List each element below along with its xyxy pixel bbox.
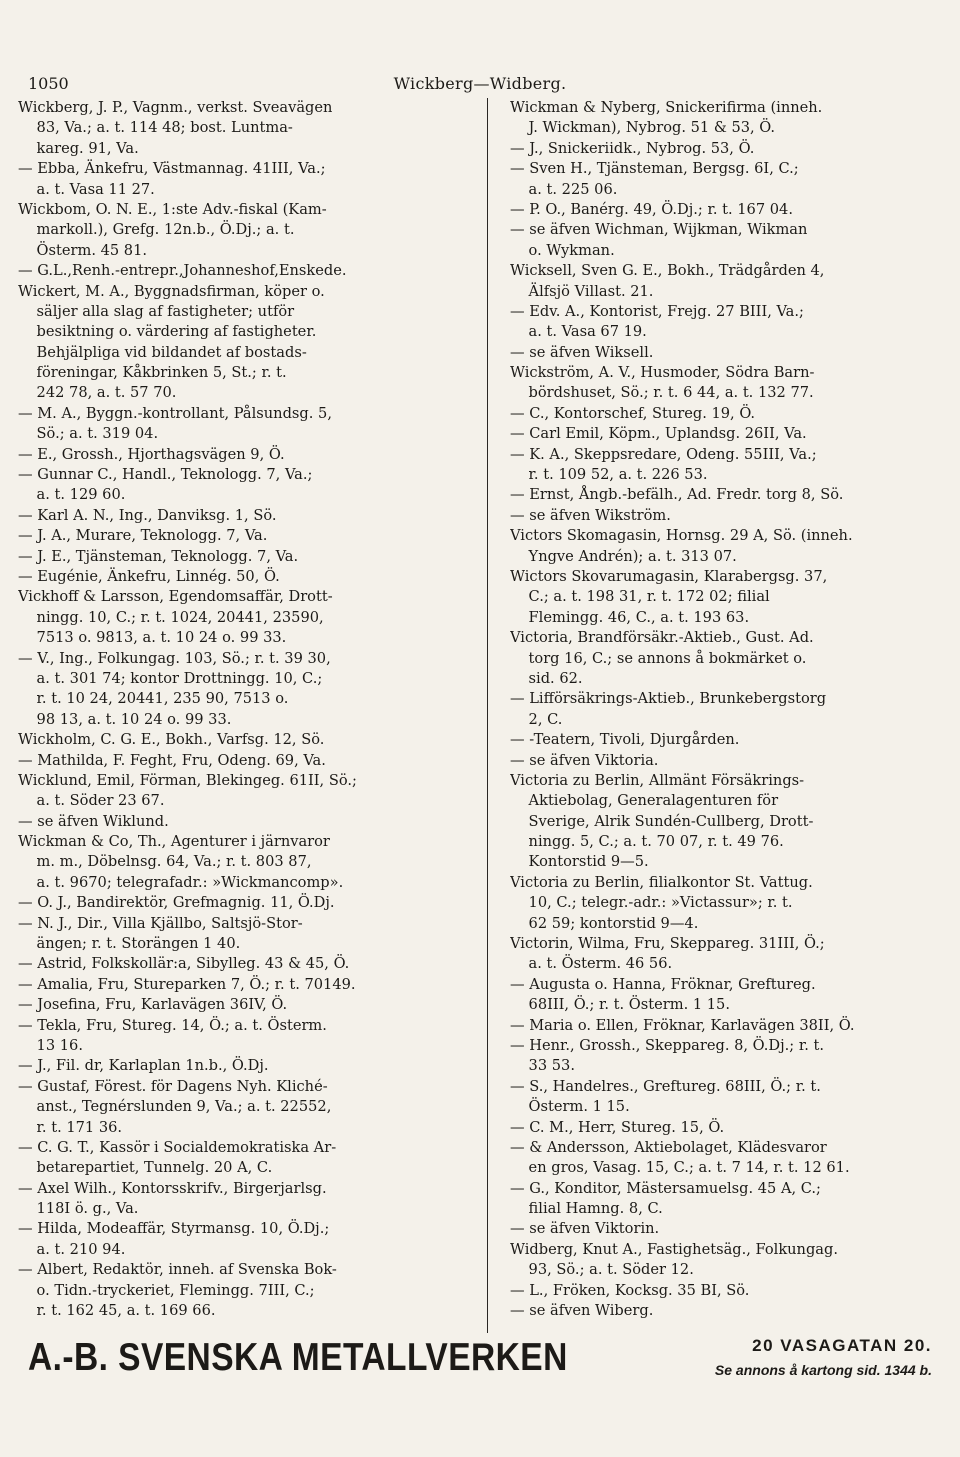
directory-line: 33 53.	[510, 1057, 575, 1075]
directory-line: — & Andersson, Aktiebolaget, Klädesvaror	[510, 1138, 827, 1156]
directory-line: ängen; r. t. Storängen 1 40.	[18, 935, 241, 953]
directory-line: Älfsjö Villast. 21.	[510, 282, 654, 300]
directory-line: — Josefina, Fru, Karlavägen 36IV, Ö.	[18, 996, 288, 1014]
directory-line: — Albert, Redaktör, inneh. af Svenska Bok-	[18, 1261, 337, 1279]
directory-line: 118I ö. g., Va.	[18, 1200, 139, 1218]
directory-line: — Lifförsäkrings-Aktieb., Brunkebergstorg	[510, 690, 827, 708]
directory-line: a. t. 210 94.	[18, 1240, 126, 1258]
directory-line: Kontorstid 9—5.	[510, 853, 649, 871]
directory-line: Wickberg, J. P., Vagnm., verkst. Sveavägen	[18, 99, 333, 116]
directory-line: Victors Skomagasin, Hornsg. 29 A, Sö. (inneh.	[510, 527, 853, 545]
directory-line: — G., Konditor, Mästersamuelsg. 45 A, C.;	[510, 1179, 821, 1197]
directory-line: Wicksell, Sven G. E., Bokh., Trädgården 4,	[510, 262, 825, 280]
directory-line: — se äfven Wiberg.	[510, 1302, 654, 1320]
directory-line: a. t. 129 60.	[18, 486, 126, 504]
directory-line: — C. G. T., Kassör i Socialdemokratiska Ar-	[18, 1138, 337, 1156]
directory-line: en gros, Vasag. 15, C.; a. t. 7 14, r. t. 12 61.	[510, 1159, 850, 1177]
directory-line: — Axel Wilh., Kontorsskrifv., Birgerjarlsg.	[18, 1179, 327, 1197]
directory-line: — C., Kontorschef, Stureg. 19, Ö.	[510, 404, 756, 422]
directory-line: — Edv. A., Kontorist, Frejg. 27 BIII, Va.;	[510, 302, 804, 320]
directory-line: r. t. 162 45, a. t. 169 66.	[18, 1302, 216, 1320]
directory-line: 62 59; kontorstid 9—4.	[510, 914, 699, 932]
directory-line: Wictors Skovarumagasin, Klarabergsg. 37,	[510, 567, 828, 585]
directory-line: 7513 o. 9813, a. t. 10 24 o. 99 33.	[18, 629, 287, 647]
directory-line: Flemingg. 46, C., a. t. 193 63.	[510, 608, 750, 626]
directory-line: Wickert, M. A., Byggnadsfirman, köper o.	[18, 282, 325, 300]
directory-line: — J. E., Tjänsteman, Teknologg. 7, Va.	[18, 547, 299, 565]
directory-line: a. t. Vasa 67 19.	[510, 323, 647, 341]
directory-line: a. t. 9670; telegrafadr.: »Wickmancomp».	[18, 873, 344, 891]
directory-line: — G.L.,Renh.-entrepr.,Johanneshof,Enskede.	[18, 262, 347, 280]
directory-line: kareg. 91, Va.	[18, 139, 139, 157]
directory-line: — J., Snickeriidk., Nybrog. 53, Ö.	[510, 139, 755, 157]
directory-line: säljer alla slag af fastigheter; utför	[18, 302, 295, 320]
ad-company-name: A.-B. SVENSKA METALLVERKEN	[28, 1336, 568, 1379]
directory-line: Wickman & Nyberg, Snickerifirma (inneh.	[510, 99, 823, 116]
directory-line: — Mathilda, F. Feght, Fru, Odeng. 69, Va.	[18, 751, 326, 769]
directory-line: Aktiebolag, Generalagenturen för	[510, 792, 779, 810]
directory-line: 83, Va.; a. t. 114 48; bost. Luntma-	[18, 119, 293, 137]
directory-line: o. Tidn.-tryckeriet, Flemingg. 7III, C.;	[18, 1281, 315, 1299]
directory-line: — Augusta o. Hanna, Fröknar, Greftureg.	[510, 975, 816, 993]
right-column	[510, 98, 946, 1333]
directory-line: — Astrid, Folkskollär:a, Sibylleg. 43 & 45, Ö.	[18, 955, 350, 973]
directory-line: — M. A., Byggn.-kontrollant, Pålsundsg. 5,	[18, 404, 332, 422]
directory-line: Victorin, Wilma, Fru, Skeppareg. 31III, Ö.;	[510, 935, 825, 953]
directory-line: — K. A., Skeppsredare, Odeng. 55III, Va.;	[510, 445, 817, 463]
directory-line: 98 13, a. t. 10 24 o. 99 33.	[18, 710, 232, 728]
directory-line: Sverige, Alrik Sundén-Cullberg, Drott-	[510, 812, 814, 830]
directory-line: Victoria zu Berlin, Allmänt Försäkrings-	[510, 771, 805, 789]
column-divider	[487, 98, 488, 1333]
left-column	[18, 98, 500, 1333]
directory-line: — Gunnar C., Handl., Teknologg. 7, Va.;	[18, 466, 313, 484]
directory-line: föreningar, Kåkbrinken 5, St.; r. t.	[18, 364, 287, 382]
directory-line: anst., Tegnérslunden 9, Va.; a. t. 22552,	[18, 1098, 332, 1116]
directory-line: r. t. 109 52, a. t. 226 53.	[510, 466, 708, 484]
directory-line: m. m., Döbelnsg. 64, Va.; r. t. 803 87,	[18, 853, 312, 871]
directory-line: Vickhoff & Larsson, Egendomsaffär, Drott-	[18, 588, 333, 606]
directory-line: — V., Ing., Folkungag. 103, Sö.; r. t. 39 30,	[18, 649, 331, 667]
directory-line: ningg. 5, C.; a. t. 70 07, r. t. 49 76.	[510, 833, 784, 851]
directory-line: — L., Fröken, Kocksg. 35 BI, Sö.	[510, 1281, 750, 1299]
directory-line: Victoria zu Berlin, filialkontor St. Vattug.	[510, 873, 813, 891]
directory-line: — -Teatern, Tivoli, Djurgården.	[510, 731, 740, 749]
directory-line: — Karl A. N., Ing., Danviksg. 1, Sö.	[18, 506, 277, 524]
directory-line: — se äfven Viktorin.	[510, 1220, 660, 1238]
directory-line: r. t. 10 24, 20441, 235 90, 7513 o.	[18, 690, 289, 708]
directory-line: a. t. 301 74; kontor Drottningg. 10, C.;	[18, 669, 323, 687]
directory-line: 10, C.; telegr.-adr.: »Victassur»; r. t.	[510, 894, 793, 912]
directory-line: Österm. 45 81.	[18, 241, 148, 259]
directory-line: — se äfven Wikström.	[510, 506, 671, 524]
directory-line: — Henr., Grossh., Skeppareg. 8, Ö.Dj.; r. t.	[510, 1036, 824, 1054]
directory-line: filial Hamng. 8, C.	[510, 1200, 663, 1218]
directory-line: Österm. 1 15.	[510, 1098, 630, 1116]
directory-line: — J. A., Murare, Teknologg. 7, Va.	[18, 527, 268, 545]
directory-line: sid. 62.	[510, 669, 583, 687]
directory-line: 68III, Ö.; r. t. Österm. 1 15.	[510, 996, 730, 1014]
running-head: Wickberg—Widberg.	[393, 74, 567, 93]
directory-line: Wickström, A. V., Husmoder, Södra Barn-	[510, 364, 815, 382]
directory-line: — se äfven Wiklund.	[18, 812, 169, 830]
directory-line: a. t. Vasa 11 27.	[18, 180, 155, 198]
directory-line: — Carl Emil, Köpm., Uplandsg. 26II, Va.	[510, 425, 807, 443]
directory-line: r. t. 171 36.	[18, 1118, 123, 1136]
directory-line: Sö.; a. t. 319 04.	[18, 425, 159, 443]
directory-line: 242 78, a. t. 57 70.	[18, 384, 177, 402]
directory-line: — se äfven Wiksell.	[510, 343, 654, 361]
directory-line: Behjälpliga vid bildandet af bostads-	[18, 343, 307, 361]
directory-line: 13 16.	[18, 1036, 83, 1054]
directory-line: — J., Fil. dr, Karlaplan 1n.b., Ö.Dj.	[18, 1057, 269, 1075]
directory-line: — se äfven Wichman, Wijkman, Wikman	[510, 221, 808, 239]
directory-line: — Ernst, Ångb.-befälh., Ad. Fredr. torg 8, Sö.	[510, 486, 844, 504]
directory-line: — Tekla, Fru, Stureg. 14, Ö.; a. t. Österm.	[18, 1016, 327, 1034]
directory-line: — Ebba, Änkefru, Västmannag. 41III, Va.;	[18, 160, 326, 178]
directory-line: a. t. Österm. 46 56.	[510, 955, 673, 973]
directory-line: Wicklund, Emil, Förman, Blekingeg. 61II, Sö.;	[18, 771, 357, 789]
ad-address: 20 VASAGATAN 20.	[752, 1336, 932, 1355]
directory-line: — se äfven Viktoria.	[510, 751, 659, 769]
directory-line: ningg. 10, C.; r. t. 1024, 20441, 23590,	[18, 608, 324, 626]
directory-line: — Maria o. Ellen, Fröknar, Karlavägen 38II, Ö.	[510, 1016, 855, 1034]
directory-line: — S., Handelres., Greftureg. 68III, Ö.; r. t.	[510, 1077, 821, 1095]
directory-line: Victoria, Brandförsäkr.-Aktieb., Gust. Ad.	[510, 629, 814, 647]
directory-line: Widberg, Knut A., Fastighetsäg., Folkungag.	[510, 1240, 838, 1258]
directory-line: Yngve Andrén); a. t. 313 07.	[510, 547, 737, 565]
directory-line: C.; a. t. 198 31, r. t. 172 02; filial	[510, 588, 770, 606]
directory-line: besiktning o. värdering af fastigheter.	[18, 323, 317, 341]
advertisement-banner	[28, 1336, 932, 1390]
directory-line: — P. O., Banérg. 49, Ö.Dj.; r. t. 167 04.	[510, 200, 793, 218]
directory-line: Wickholm, C. G. E., Bokh., Varfsg. 12, Sö.	[18, 731, 325, 749]
directory-line: — Sven H., Tjänsteman, Bergsg. 6I, C.;	[510, 160, 799, 178]
directory-line: — Amalia, Fru, Stureparken 7, Ö.; r. t. 70149.	[18, 975, 356, 993]
directory-line: a. t. 225 06.	[510, 180, 618, 198]
directory-line: o. Wykman.	[510, 241, 615, 259]
directory-line: Wickman & Co, Th., Agenturer i järnvaror	[18, 833, 330, 851]
directory-line: markoll.), Grefg. 12n.b., Ö.Dj.; a. t.	[18, 221, 295, 239]
directory-line: 2, C.	[510, 710, 563, 728]
directory-line: — N. J., Dir., Villa Kjällbo, Saltsjö-Stor-	[18, 914, 303, 932]
directory-line: — Hilda, Modeaffär, Styrmansg. 10, Ö.Dj.;	[18, 1220, 330, 1238]
directory-line: — E., Grossh., Hjorthagsvägen 9, Ö.	[18, 445, 285, 463]
directory-line: J. Wickman), Nybrog. 51 & 53, Ö.	[510, 119, 776, 137]
directory-line: — Gustaf, Förest. för Dagens Nyh. Kliché-	[18, 1077, 328, 1095]
directory-line: 93, Sö.; a. t. Söder 12.	[510, 1261, 694, 1279]
directory-line: — O. J., Bandirektör, Grefmagnig. 11, Ö.Dj.	[18, 894, 335, 912]
directory-line: bördshuset, Sö.; r. t. 6 44, a. t. 132 77.	[510, 384, 814, 402]
directory-line: Wickbom, O. N. E., 1:ste Adv.-fiskal (Kam-	[18, 200, 327, 218]
directory-line: — Eugénie, Änkefru, Linnég. 50, Ö.	[18, 567, 280, 585]
ad-note: Se annons å kartong sid. 1344 b.	[714, 1362, 932, 1378]
directory-line: a. t. Söder 23 67.	[18, 792, 165, 810]
directory-line: — C. M., Herr, Stureg. 15, Ö.	[510, 1118, 725, 1136]
directory-columns	[18, 98, 946, 1333]
directory-line: betarepartiet, Tunnelg. 20 A, C.	[18, 1159, 273, 1177]
directory-line: torg 16, C.; se annons å bokmärket o.	[510, 649, 807, 667]
page-number: 1050	[28, 74, 69, 93]
